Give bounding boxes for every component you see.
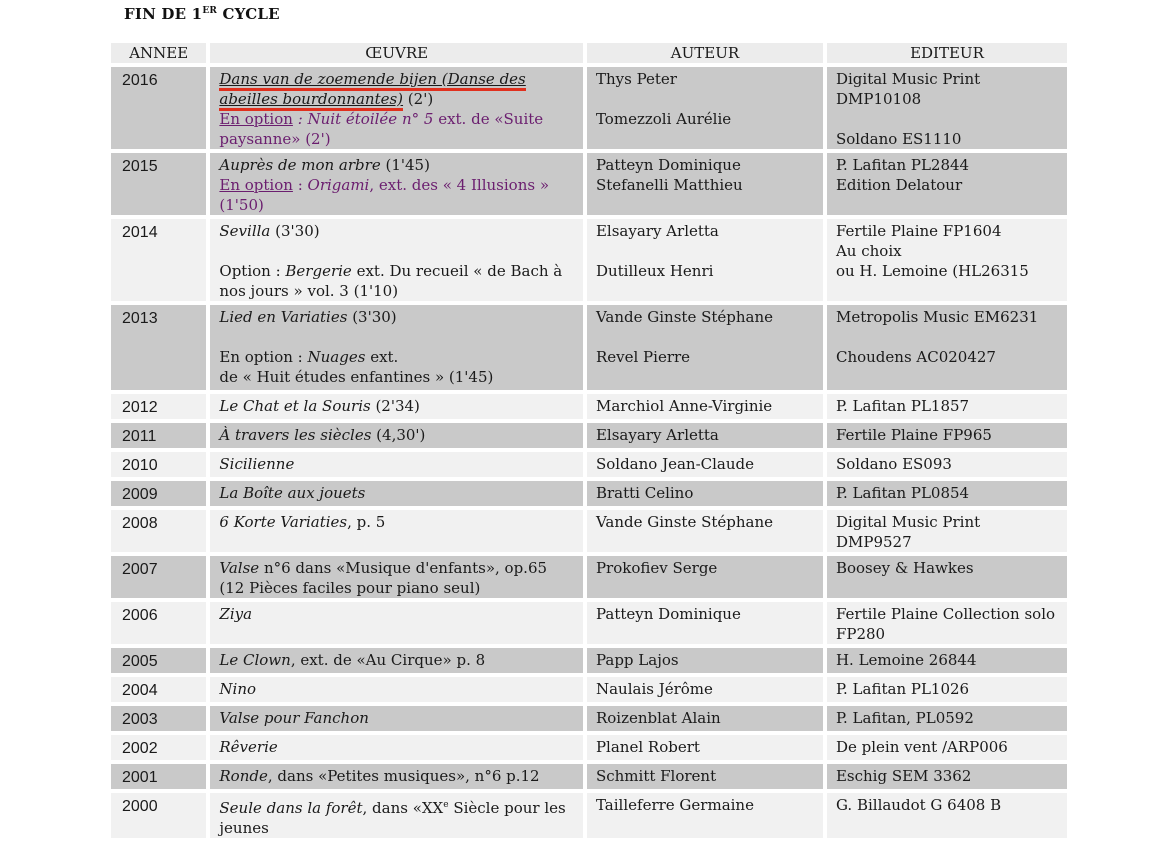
publisher-cell: P. Lafitan PL1026 [827, 677, 1067, 702]
author-cell: Elsayary Arletta Dutilleux Henri [587, 219, 823, 301]
year-cell: 2001 [111, 764, 206, 789]
work-cell: 6 Korte Variaties, p. 5 [210, 510, 583, 552]
header-oeuvre: ŒUVRE [210, 43, 583, 63]
author-cell: Tailleferre Germaine [587, 793, 823, 838]
table-row [111, 648, 1067, 673]
year-cell: 2012 [111, 394, 206, 419]
year-cell: 2008 [111, 510, 206, 552]
year-cell: 2015 [111, 153, 206, 215]
work-cell: Ziya [210, 602, 583, 644]
publisher-cell: P. Lafitan PL1857 [827, 394, 1067, 419]
work-cell: Le Chat et la Souris (2'34) [210, 394, 583, 419]
publisher-cell: H. Lemoine 26844 [827, 648, 1067, 673]
year-cell: 2004 [111, 677, 206, 702]
author-cell: Elsayary Arletta [587, 423, 823, 448]
publisher-cell: P. Lafitan, PL0592 [827, 706, 1067, 731]
year-cell: 2011 [111, 423, 206, 448]
work-cell: À travers les siècles (4,30') [210, 423, 583, 448]
table-row [111, 394, 1067, 419]
publisher-cell: P. Lafitan PL2844 Edition Delatour [827, 153, 1067, 215]
year-cell: 2010 [111, 452, 206, 477]
author-cell: Vande Ginste Stéphane [587, 510, 823, 552]
work-cell: Nino [210, 677, 583, 702]
year-cell: 2002 [111, 735, 206, 760]
publisher-cell: Fertile Plaine FP965 [827, 423, 1067, 448]
author-cell: Schmitt Florent [587, 764, 823, 789]
publisher-cell: De plein vent /ARP006 [827, 735, 1067, 760]
publisher-cell: Digital Music Print DMP9527 [827, 510, 1067, 552]
work-cell: Valse n°6 dans «Musique d'enfants», op.65 (12 Pièces faciles pour piano seul) [210, 556, 583, 598]
work-cell: Lied en Variaties (3'30) En option : Nuages ext. de « Huit études enfantines » (1'45) [210, 305, 583, 390]
header-editeur: EDITEUR [827, 43, 1067, 63]
table-row [111, 481, 1067, 506]
table-row [111, 423, 1067, 448]
year-cell: 2016 [111, 67, 206, 149]
publisher-cell: Digital Music Print DMP10108 Soldano ES1110 [827, 67, 1067, 149]
year-cell: 2007 [111, 556, 206, 598]
author-cell: Soldano Jean-Claude [587, 452, 823, 477]
table-row [111, 677, 1067, 702]
author-cell: Patteyn Dominique Stefanelli Matthieu [587, 153, 823, 215]
author-cell: Marchiol Anne-Virginie [587, 394, 823, 419]
header-auteur: AUTEUR [587, 43, 823, 63]
year-cell: 2013 [111, 305, 206, 390]
work-cell: Sicilienne [210, 452, 583, 477]
table-row [111, 735, 1067, 760]
publisher-cell: Soldano ES093 [827, 452, 1067, 477]
year-cell: 2003 [111, 706, 206, 731]
table-row [111, 556, 1067, 598]
work-cell: Valse pour Fanchon [210, 706, 583, 731]
work-cell: La Boîte aux jouets [210, 481, 583, 506]
year-cell: 2006 [111, 602, 206, 644]
repertoire-table [107, 39, 1071, 842]
work-cell: Le Clown, ext. de «Au Cirque» p. 8 [210, 648, 583, 673]
table-row [111, 219, 1067, 301]
table-row [111, 602, 1067, 644]
table-row [111, 764, 1067, 789]
table-row [111, 706, 1067, 731]
year-cell: 2000 [111, 793, 206, 838]
work-cell: Rêverie [210, 735, 583, 760]
year-cell: 2009 [111, 481, 206, 506]
author-cell: Prokofiev Serge [587, 556, 823, 598]
publisher-cell: Boosey & Hawkes [827, 556, 1067, 598]
year-cell: 2005 [111, 648, 206, 673]
work-cell: Auprès de mon arbre (1'45) En option : Origami, ext. des « 4 Illusions » (1'50) [210, 153, 583, 215]
author-cell: Thys Peter Tomezzoli Aurélie [587, 67, 823, 149]
table-row [111, 452, 1067, 477]
publisher-cell: P. Lafitan PL0854 [827, 481, 1067, 506]
work-cell: Seule dans la forêt, dans «XXe Siècle pour les jeunes [210, 793, 583, 838]
table-row [111, 793, 1067, 838]
work-cell: Ronde, dans «Petites musiques», n°6 p.12 [210, 764, 583, 789]
table-row [111, 153, 1067, 215]
publisher-cell: Fertile Plaine Collection solo FP280 [827, 602, 1067, 644]
author-cell: Planel Robert [587, 735, 823, 760]
author-cell: Naulais Jérôme [587, 677, 823, 702]
publisher-cell: G. Billaudot G 6408 B [827, 793, 1067, 838]
table-row [111, 305, 1067, 390]
table-header-row [111, 43, 1067, 63]
work-cell: Dans van de zoemende bijen (Danse des abeilles bourdonnantes) (2') En option : Nuit étoilée n° 5 ext. de «Suite paysanne» (2') [210, 67, 583, 149]
author-cell: Bratti Celino [587, 481, 823, 506]
publisher-cell: Fertile Plaine FP1604 Au choix ou H. Lemoine (HL26315 [827, 219, 1067, 301]
table-row [111, 510, 1067, 552]
table-row [111, 67, 1067, 149]
author-cell: Vande Ginste Stéphane Revel Pierre [587, 305, 823, 390]
publisher-cell: Eschig SEM 3362 [827, 764, 1067, 789]
author-cell: Papp Lajos [587, 648, 823, 673]
publisher-cell: Metropolis Music EM6231 Choudens AC020427 [827, 305, 1067, 390]
header-annee: ANNEE [111, 43, 206, 63]
author-cell: Roizenblat Alain [587, 706, 823, 731]
work-cell: Sevilla (3'30) Option : Bergerie ext. Du recueil « de Bach à nos jours » vol. 3 (1'10) [210, 219, 583, 301]
author-cell: Patteyn Dominique [587, 602, 823, 644]
year-cell: 2014 [111, 219, 206, 301]
section-title: FIN DE 1ER CYCLE [124, 5, 280, 23]
